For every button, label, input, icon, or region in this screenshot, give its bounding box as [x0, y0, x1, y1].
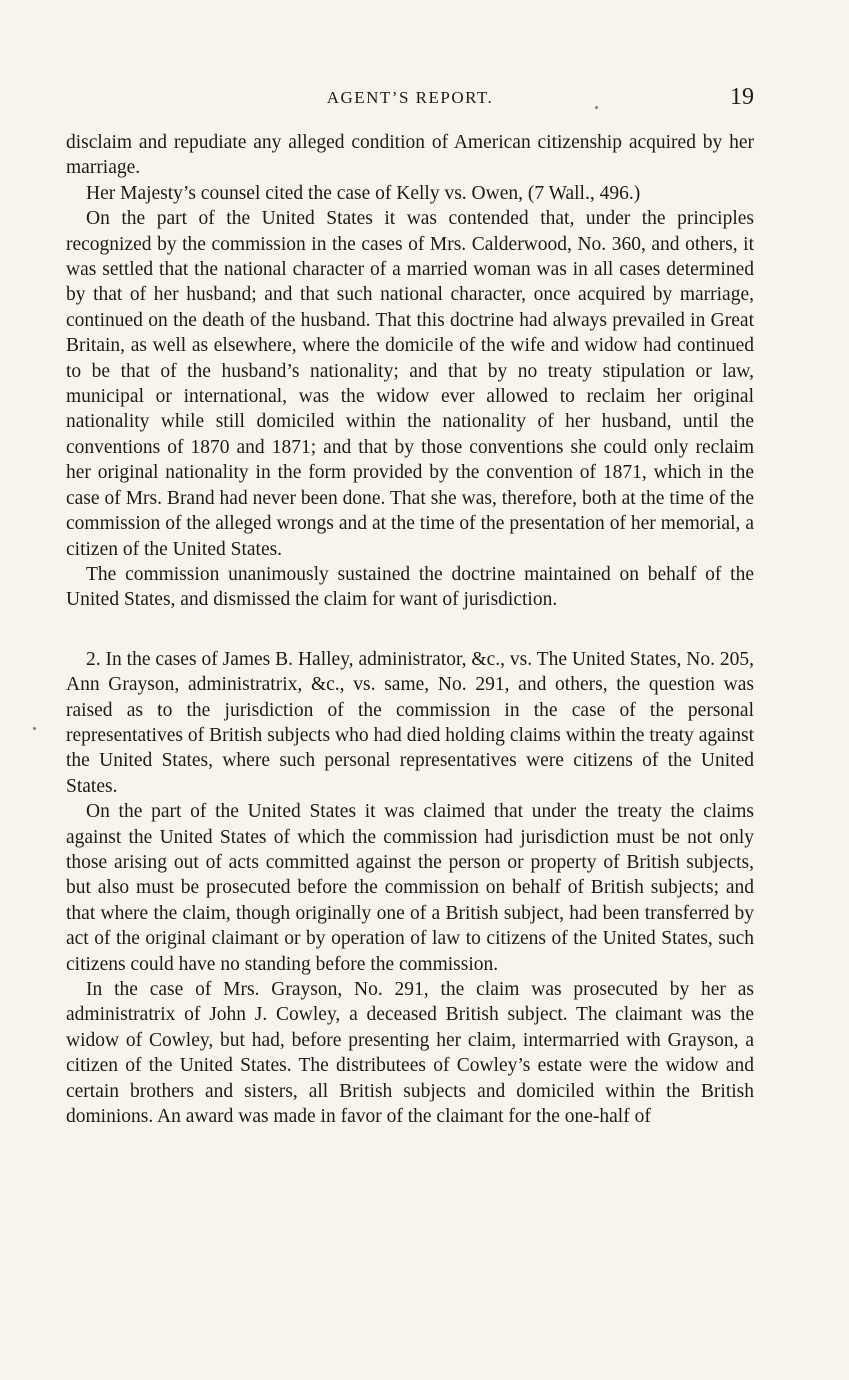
paragraph-commission-decision: The commission unanimously sustained the doctrine maintained on behalf of the United States, and dismissed the claim for want of jurisdiction. [66, 563, 754, 611]
print-speck [33, 727, 36, 730]
paragraph-counsel-cited: Her Majesty’s counsel cited the case of Kelly vs. Owen, (7 Wall., 496.) [86, 182, 641, 204]
body-text [66, 130, 754, 1129]
paragraph-grayson-case: In the case of Mrs. Grayson, No. 291, the claim was prosecuted by her as administratrix of John J. Cowley, a deceased British subject. The claimant was the widow of Cowley, but had, before presenting her claim, intermarried with Grayson, a citizen of the United States. The distributees of Cowley’s estate were the widow and certain brothers and sisters, all British subjects and domiciled within the British dominions. An award was made in favor of the claimant for the one-half of [66, 979, 754, 1128]
paragraph-united-states-contention: On the part of the United States it was contended that, under the principles recognized by the commission in the cases of Mrs. Calderwood, No. 360, and others, it was settled that the national character of a married woman was in all cases determined by that of her husband; and that such national character, once acquired by marriage, continued on the death of the husband. That this doctrine had always prevailed in Great Britain, as well as elsewhere, where the domicile of the wife and widow had continued to be that of the husband’s nationality; and that by no treaty stipulation or law, municipal or international, was the widow ever allowed to reclaim her original nationality while still domiciled within the nationality of her husband, until the conventions of 1870 and 1871; and that by those conventions she could only reclaim her original nationality in the form provided by the convention of 1871, which in the case of Mrs. Brand had never been done. That she was, therefore, both at the time of the commission of the alleged wrongs and at the time of the presentation of her memorial, a citizen of the United States. [66, 208, 754, 560]
paragraph-treaty-claim-argument: On the part of the United States it was claimed that under the treaty the claims against the United States of which the commission had jurisdiction must be not only those arising out of acts committed against the person or property of British subjects, but also must be prosecuted before the commission on behalf of British subjects; and that where the claim, though originally one of a British subject, had been transferred by act of the original claimant or by operation of law to citizens of the United States, such citizens could have no standing before the commission. [66, 801, 754, 975]
paragraph-halley-grayson-cases: 2. In the cases of James B. Halley, administrator, &c., vs. The United States, No. 205, Ann Grayson, administratrix, &c., vs. same, No. 291, and others, the question was raised as to the jurisdiction of the commission in the case of the personal representatives of British subjects who had died holding claims within the treaty against the United States, where such personal representatives were citizens of the United States. [66, 648, 754, 797]
section-gap [66, 613, 754, 647]
running-head: AGENT’S REPORT. [326, 88, 494, 107]
paragraph-continuation: disclaim and repudiate any alleged condition of American citizenship acquired by her marriage. [66, 132, 754, 179]
page-number: 19 [730, 84, 754, 110]
page-header [66, 84, 754, 116]
print-speck [595, 106, 598, 109]
